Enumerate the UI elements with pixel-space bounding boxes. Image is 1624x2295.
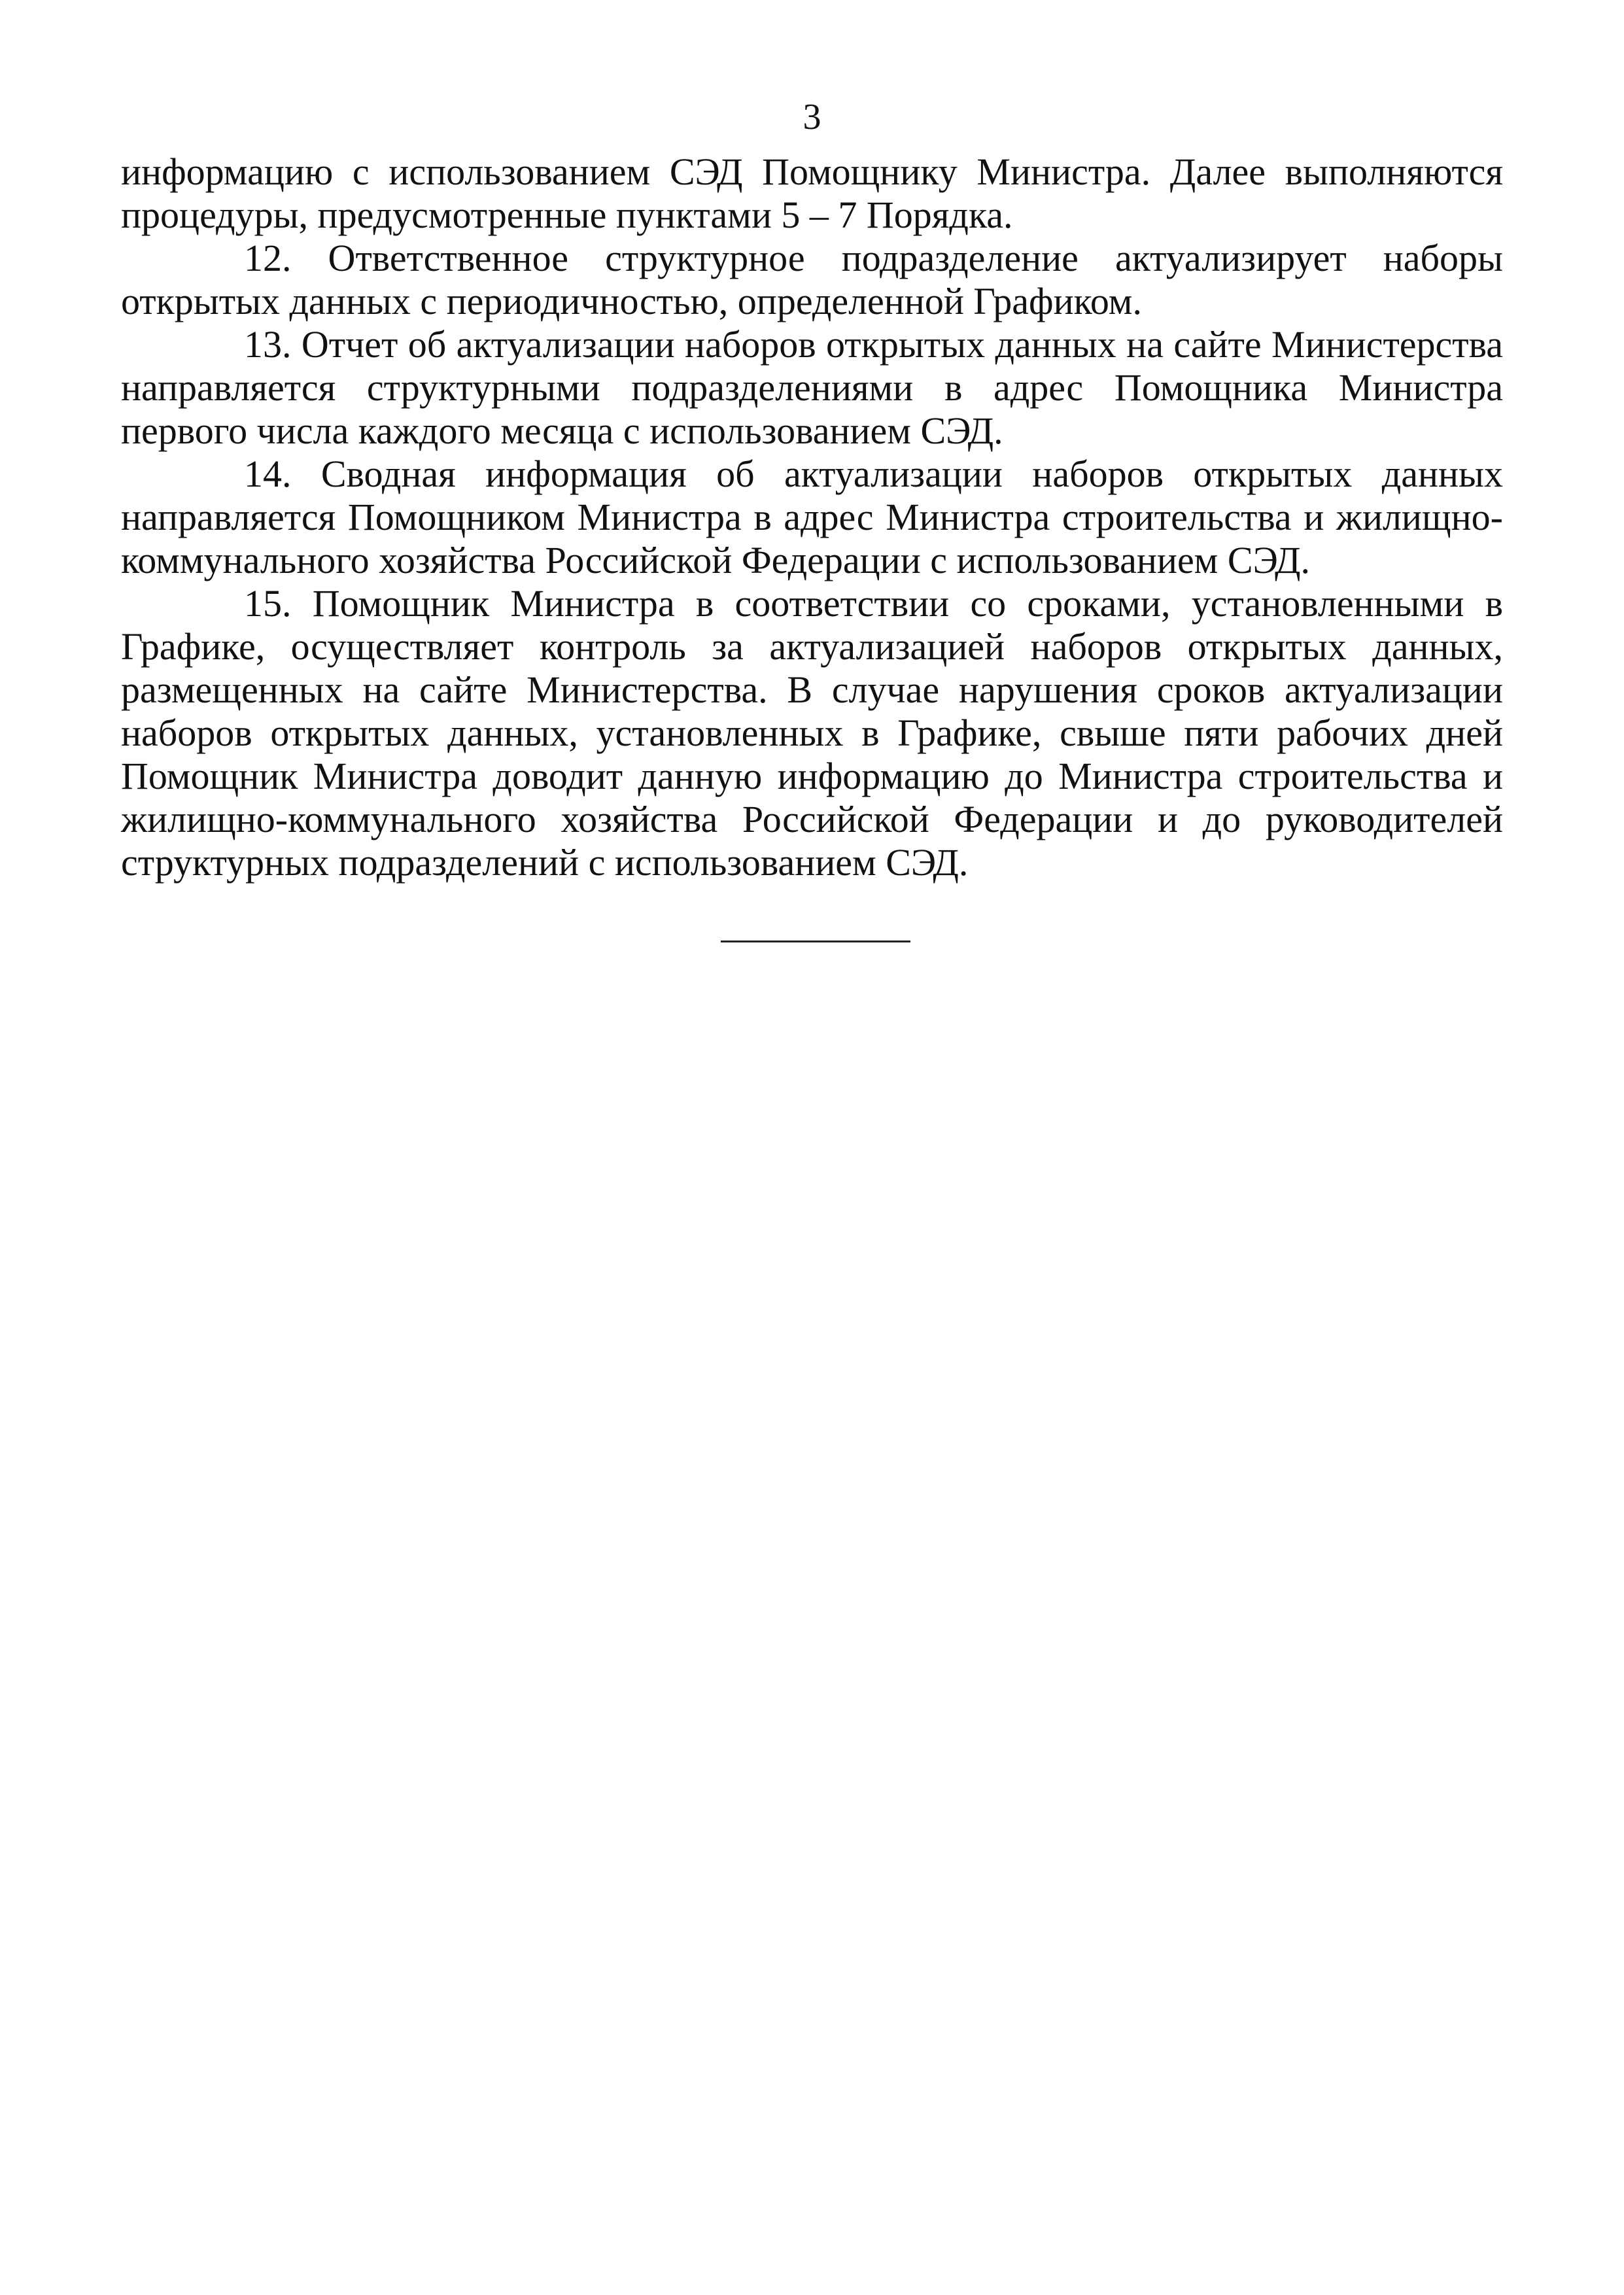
closing-divider [721,940,910,942]
page-number: 3 [803,97,821,137]
paragraph-13: 13. Отчет об актуализации наборов открытых данных на сайте Министерства направляется структурными подразделениями в адрес Помощника Министра первого числа каждого месяца с использованием СЭД. [121,323,1503,452]
paragraph-continuation: информацию с использованием СЭД Помощнику Министра. Далее выполняются процедуры, предусмотренные пунктами 5 – 7 Порядка. [121,150,1503,236]
paragraph-14: 14. Сводная информация об актуализации наборов открытых данных направляется Помощником Министра в адрес Министра строительства и жилищно-коммунального хозяйства Российской Федерации с использованием СЭД. [121,453,1503,581]
paragraph-15: 15. Помощник Министра в соответствии со сроками, установленными в Графике, осуществляет контроль за актуализацией наборов открытых данных, размещенных на сайте Министерства. В случае нарушения сроков актуализации наборов открытых данных, установленных в Графике, свыше пяти рабочих дней Помощник Министра доводит данную информацию до Министра строительства и жилищно-коммунального хозяйства Российской Федерации и до руководителей структурных подразделений с использованием СЭД. [121,582,1503,884]
paragraph-12: 12. Ответственное структурное подразделение актуализирует наборы открытых данных с периодичностью, определенной Графиком. [121,237,1503,322]
document-body [121,150,1503,884]
